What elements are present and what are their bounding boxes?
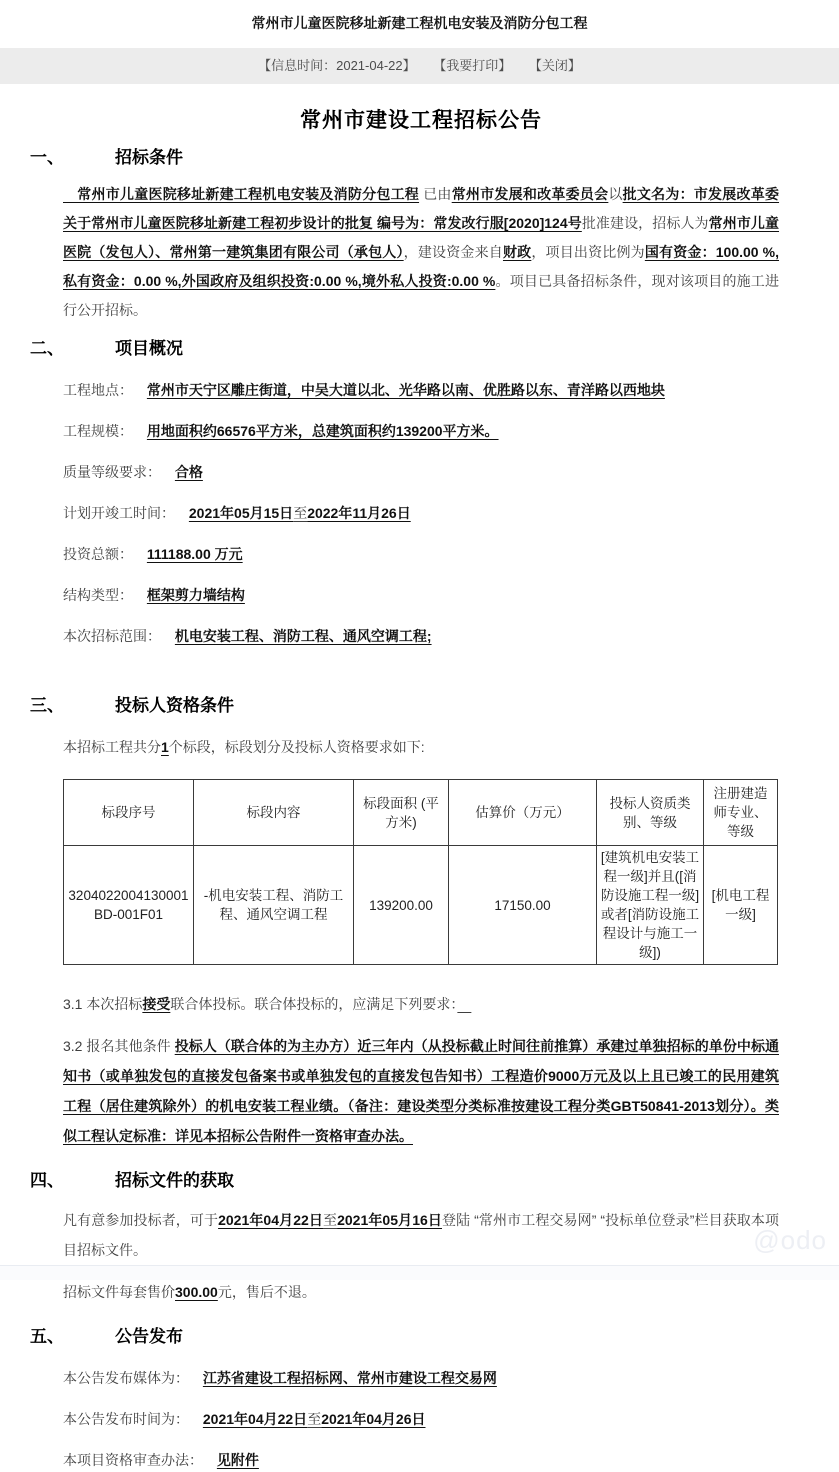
section-1-heading [30,146,779,170]
tender-conditions-paragraph [63,180,779,325]
field-value [147,423,499,439]
text-segment: 常州市儿童医院移址新建工程机电安装及消防分包工程 [63,186,420,202]
text-segment: 元，售后不退。 [217,1284,316,1300]
field-value [203,1411,426,1427]
text-segment: 已由 [419,186,452,202]
section-3-number: 三、 [30,696,64,715]
text-segment: 以 [608,186,623,202]
text-segment: 机电安装工程、消防工程、通风空调工程; [174,628,432,644]
field-publish-time [63,1407,779,1431]
field-total-investment [63,542,779,566]
section-5-number: 五、 [30,1327,64,1346]
field-value [203,1370,497,1386]
text-segment: 见附件 [216,1452,259,1468]
field-value [175,628,432,644]
field-value [147,546,243,562]
section-2-number: 二、 [30,339,64,358]
text-segment: 2022年11月26日 [307,505,411,521]
text-segment: 3.1 本次招标 [63,996,143,1012]
bid-sections-intro [63,735,779,759]
doc-acquisition-paragraph [63,1205,779,1265]
field-qualification-review [63,1448,779,1472]
field-label: 投资总额： [63,546,133,562]
table-header-row [64,780,778,846]
field-value [189,505,411,521]
text-segment: 2021年04月26日 [321,1411,426,1427]
field-label: 本项目资格审查办法： [63,1452,203,1468]
doc-price-paragraph [63,1277,779,1307]
cell-constructor-grade: [机电工程一级] [704,846,778,965]
field-value [147,382,665,398]
col-header-section-content: 标段内容 [194,780,354,846]
section-5-heading [30,1325,779,1349]
clause-3-2 [63,1031,779,1151]
field-structure-type [63,583,779,607]
cell-section-no: 3204022004130001BD-001F01 [64,846,194,965]
bid-sections-table [63,779,778,965]
info-bar [0,48,839,84]
col-header-constructor-grade: 注册建造师专业、等级 [704,780,778,846]
field-publish-media [63,1366,779,1390]
col-header-estimated-price: 估算价（万元） [449,780,597,846]
section-4-number: 四、 [30,1171,64,1190]
field-schedule [63,501,779,525]
section-3-heading [30,694,779,718]
col-header-section-area: 标段面积 (平方米) [354,780,449,846]
section-2-title: 项目概况 [115,339,183,358]
text-segment: 常州市发展和改革委员会 [451,186,609,202]
text-segment: 接受 [142,996,171,1012]
section-2-heading [30,337,779,361]
field-label: 工程规模： [63,423,133,439]
clause-3-1 [63,989,779,1019]
text-segment: 框架剪力墙结构 [146,587,245,603]
field-quality-grade [63,460,779,484]
field-project-scale [63,419,779,443]
text-segment: 本招标工程共分 [63,739,161,755]
section-1-number: 一、 [30,148,64,167]
info-time-label: 【信息时间：2021-04-22】 [258,58,416,73]
text-segment: 投标人（联合体的为主办方）近三年内（从投标截止时间往前推算）承建过单独招标的单份中标通知书（或单独发包的直接发包备案书或单独发包的直接发包告知书）工程造价9000万元及以上且已竣工的民用建筑工程（居住建筑除外）的机电安装工程业绩。（备注：建设类型分类标准按建设工程分类GBT50841-2013划分）。类似工程认定标准：详见本招标公告附件一资格审查办法。 [63,1038,779,1144]
field-value [175,464,203,480]
text-segment: 批文名为：市发展改革委关于常州市儿童医院移址新建工程初步设计的批复 编号为：常发改行服[2020]124号 [63,186,780,231]
section-3-title: 投标人资格条件 [115,696,234,715]
close-button[interactable]: 【关闭】 [528,58,581,73]
text-segment: 常州市天宁区雕庄街道，中吴大道以北、光华路以南、优胜路以东、青洋路以西地块 [146,382,665,398]
text-segment: 2021年04月22日 [218,1212,323,1228]
text-segment: 登陆 “常州市工程交易网” “投标单位登录”栏目获取本项目招标文件。 [63,1212,779,1258]
notice-title: 常州市建设工程招标公告 [300,109,542,132]
cell-section-area: 139200.00 [354,846,449,965]
field-label: 计划开竣工时间： [63,505,175,521]
col-header-qualification-grade: 投标人资质类别、等级 [597,780,704,846]
text-segment: 2021年05月16日 [337,1212,442,1228]
text-segment: ，项目出资比例为 [531,244,645,260]
text-segment [457,996,471,1012]
footer-strip [0,1265,839,1280]
text-segment: 111188.00 万元 [146,546,243,562]
text-segment: 至 [322,1212,338,1228]
text-segment: 1 [161,739,169,755]
text-segment: 300.00 [175,1284,218,1300]
field-project-location [63,378,779,402]
print-button[interactable]: 【我要打印】 [433,58,512,73]
text-segment: 凡有意参加投标者，可于 [63,1212,219,1228]
text-segment: 用地面积约66576平方米，总建筑面积约139200平方米。 [146,423,499,439]
text-segment: 常州市儿童医院（发包人）、常州第一建筑集团有限公司（承包人） [63,215,780,260]
cell-qualification-grade: [建筑机电安装工程一级]并且([消防设施工程一级]或者[消防设施工程设计与施工一级]) [597,846,704,965]
table-row [64,846,778,965]
field-label: 质量等级要求： [63,464,161,480]
section-4-title: 招标文件的获取 [115,1171,234,1190]
field-value [147,587,245,603]
field-label: 本次招标范围： [63,628,161,644]
text-segment: 合格 [174,464,203,480]
text-segment: 江苏省建设工程招标网、常州市建设工程交易网 [202,1370,497,1386]
text-segment: 联合体投标。联合体投标的，应满足下列要求： [170,996,458,1012]
text-segment: 至 [307,1411,322,1427]
text-segment: 财政 [502,244,532,260]
text-segment: 2021年04月22日 [202,1411,308,1427]
text-segment: 个标段，标段划分及投标人资格要求如下: [168,739,425,755]
text-segment: 2021年05月15日 [188,505,294,521]
field-tender-scope [63,624,779,648]
cell-section-content: -机电安装工程、消防工程、通风空调工程 [194,846,354,965]
field-label: 本公告发布时间为： [63,1411,189,1427]
section-1-title: 招标条件 [115,148,183,167]
field-label: 本公告发布媒体为： [63,1370,189,1386]
text-segment: 批准建设，招标人为 [581,215,709,231]
text-segment: 国有资金：100.00 %,私有资金：0.00 %,外国政府及组织投资:0.00 %,境外私人投资:0.00 % [63,244,780,289]
col-header-section-no: 标段序号 [64,780,194,846]
section-4-heading [30,1169,779,1193]
section-5-title: 公告发布 [115,1327,183,1346]
text-segment: 至 [293,505,308,521]
field-value [217,1452,259,1468]
text-segment: ，建设资金来自 [403,244,503,260]
field-label: 工程地点： [63,382,133,398]
text-segment: 招标文件每套售价 [63,1284,175,1300]
text-segment: 3.2 报名其他条件 [63,1038,175,1054]
document-title: 常州市儿童医院移址新建工程机电安装及消防分包工程 [251,15,588,31]
text-segment: 。项目已具备招标条件，现对该项目的施工进行公开招标。 [63,273,779,318]
field-label: 结构类型： [63,587,133,603]
watermark: @odo [753,1225,827,1255]
cell-estimated-price: 17150.00 [449,846,597,965]
